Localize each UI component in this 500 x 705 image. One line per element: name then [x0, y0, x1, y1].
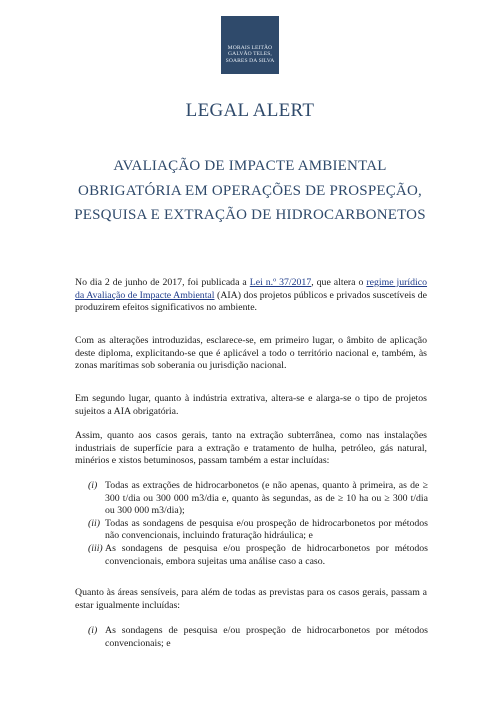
list-item-text: As sondagens de pesquisa e/ou prospeção de hidrocarbonetos por métodos convencionais, embora sujeitas uma análise caso a caso. — [105, 542, 428, 567]
list-item — [88, 625, 428, 650]
logo-line-3: SOARES DA SILVA — [225, 57, 275, 64]
paragraph-extractive: Em segundo lugar, quanto à indústria extrativa, altera-se e alarga-se o tipo de projetos sujeitos a AIA obrigatória. — [75, 393, 427, 417]
intro-text-2: , que altera o — [311, 277, 367, 288]
paragraph-general-cases: Assim, quanto aos casos gerais, tanto na extração subterrânea, como nas instalações industriais de superfície para a extração e tratamento de hulha, petróleo, gás natural, minérios e xistos betuminosos, passam também a estar incluídas: — [75, 430, 427, 467]
paragraph-sensitive-areas: Quanto às áreas sensíveis, para além de todas as previstas para os casos gerais, passam a estar igualmente incluídas: — [75, 587, 427, 611]
logo-line-2: GALVÃO TELES, — [228, 51, 272, 58]
main-title: AVALIAÇÃO DE IMPACTE AMBIENTAL OBRIGATÓRIA EM OPERAÇÕES DE PROSPEÇÃO, PESQUISA E EXTRAÇÃO DE HIDROCARBONETOS — [74, 158, 426, 223]
intro-text-1: No dia 2 de junho de 2017, foi publicada a — [75, 277, 250, 288]
sensitive-areas-list — [88, 625, 428, 650]
list-item — [88, 543, 428, 568]
list-item-number: (i) — [88, 480, 98, 491]
intro-text-3: (AIA) dos projetos públicos e privados suscetíveis de produzirem efeitos significativos no ambiente. — [75, 289, 427, 314]
list-item — [88, 518, 428, 543]
list-item-text: As sondagens de pesquisa e/ou prospeção de hidrocarbonetos por métodos convencionais; e — [105, 625, 428, 649]
list-item — [88, 480, 428, 518]
intro-paragraph — [75, 277, 427, 315]
list-item-text: Todas as extrações de hidrocarbonetos (e não apenas, quanto à primeira, as de ≥ 300 t/dia ou 300 000 m3/dia e, quanto às segundas, as de ≥ 10 ha ou ≥ 300 t/dia ou 300 000 m3/dia); — [105, 480, 428, 517]
aia-regime-link[interactable]: regime jurídico da Avaliação de Impacte Ambiental — [75, 277, 428, 301]
list-item-number: (ii) — [88, 517, 100, 529]
list-item-text: Todas as sondagens de pesquisa e/ou prospeção de hidrocarbonetos por métodos não convencionais, incluindo fraturação hidráulica; e — [105, 517, 428, 542]
general-cases-list — [88, 480, 428, 568]
list-item-number: (iii) — [88, 542, 103, 554]
list-item-number: (i) — [88, 625, 98, 636]
paragraph-scope: Com as alterações introduzidas, esclarece-se, em primeiro lugar, o âmbito de aplicação deste diploma, explicitando-se que é aplicável a todo o território nacional e, também, às zonas marítimas sob soberania ou jurisdição nacional. — [75, 335, 427, 372]
firm-logo — [221, 16, 279, 74]
law-link[interactable]: Lei n.º 37/2017 — [249, 277, 312, 288]
logo-line-1: MORAIS LEITÃO — [227, 45, 273, 51]
alert-title: LEGAL ALERT — [185, 100, 315, 121]
